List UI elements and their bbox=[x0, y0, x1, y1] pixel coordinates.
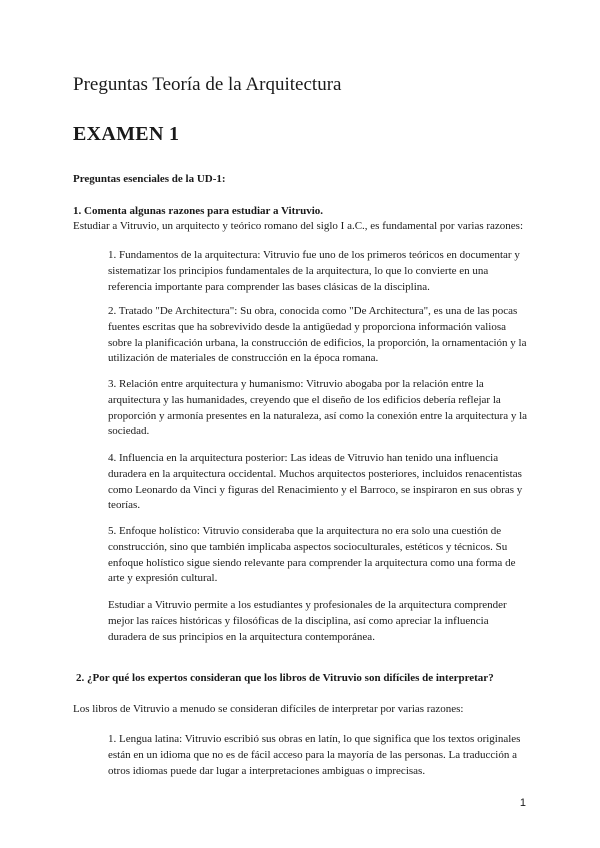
question-2-intro: Los libros de Vitruvio a menudo se consideran difíciles de interpretar por varias razones: bbox=[73, 703, 464, 715]
question-2-title: 2. ¿Por qué los expertos consideran que los libros de Vitruvio son difíciles de interpretar? bbox=[76, 672, 494, 684]
question-1-intro: Estudiar a Vitruvio, un arquitecto y teórico romano del siglo I a.C., es fundamental por varias razones: bbox=[73, 220, 524, 232]
answer-item-4: 4. Influencia en la arquitectura posterior: Las ideas de Vitruvio han tenido una influencia duradera en la arquitectura occidental. Muchos arquitectos posteriores, incluidos renacentistas como Leonardo da Vinci y figuras del Renacimiento y el Barroco, se inspiraron en sus obras y teorías. bbox=[108, 452, 523, 512]
exam-heading: EXAMEN 1 bbox=[73, 123, 180, 145]
section-heading: Preguntas esenciales de la UD-1: bbox=[73, 173, 226, 185]
answer-2-item-1: 1. Lengua latina: Vitruvio escribió sus obras en latín, lo que significa que los textos originales están en un idioma que no es de fácil acceso para la mayoría de las personas. La traducción a otros idiomas puede dar lugar a interpretaciones ambiguas o imprecisas. bbox=[108, 733, 521, 777]
answer-item-2: 2. Tratado "De Architectura": Su obra, conocida como "De Architectura", es una de las pocas fuentes escritas que ha sobrevivido desde la antigüedad y proporciona información valiosa sobre la planificación urbana, la construcción de edificios, la proporción, la ornamentación y la utilización de materiales de construcción en la época romana. bbox=[108, 305, 527, 365]
answer-item-3: 3. Relación entre arquitectura y humanismo: Vitruvio abogaba por la relación entre la arquitectura y las humanidades, creyendo que el diseño de los edificios debería reflejar la proporción y armonía presentes en la naturaleza, así como la conexión entre la arquitectura y la sociedad. bbox=[108, 378, 528, 438]
document-title: Preguntas Teoría de la Arquitectura bbox=[73, 74, 342, 95]
page-number: 1 bbox=[519, 797, 526, 809]
answer-item-5: 5. Enfoque holístico: Vitruvio consideraba que la arquitectura no era solo una cuestión de construcción, sino que también implicaba aspectos socioculturales, estéticos y técnicos. Su enfoque holístico sigue siendo relevante para comprender la arquitectura como una forma de arte y expresión cultural. bbox=[108, 525, 516, 585]
question-1-title: 1. Comenta algunas razones para estudiar a Vitruvio. bbox=[73, 205, 324, 217]
answer-conclusion: Estudiar a Vitruvio permite a los estudiantes y profesionales de la arquitectura comprender mejor las raíces históricas y filosóficas de la disciplina, así como apreciar la influencia duradera de sus principios en la arquitectura contemporánea. bbox=[108, 599, 507, 643]
answer-item-1: 1. Fundamentos de la arquitectura: Vitruvio fue uno de los primeros teóricos en documentar y sistematizar los principios fundamentales de la arquitectura, lo que lo convierte en una referencia importante para comprender las bases clásicas de la disciplina. bbox=[108, 249, 520, 293]
